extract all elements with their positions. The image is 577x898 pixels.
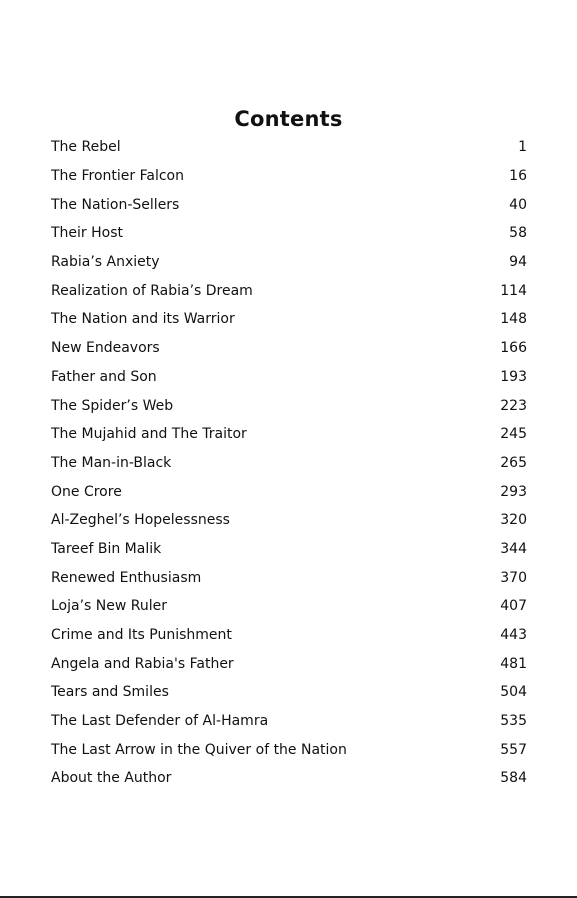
toc-entry-title: The Nation-Sellers <box>51 196 180 213</box>
toc-entry-title: Crime and Its Punishment <box>51 627 232 644</box>
toc-entry-page: 407 <box>500 598 527 615</box>
toc-entry-title: The Nation and its Warrior <box>51 311 235 328</box>
toc-entry-page: 443 <box>500 627 527 644</box>
toc-entry-page: 370 <box>500 569 527 586</box>
toc-entry-title: The Last Defender of Al-Hamra <box>51 713 269 730</box>
toc-entry <box>51 363 527 392</box>
toc-entry-page: 293 <box>500 483 527 500</box>
toc-entry-page: 58 <box>509 225 527 242</box>
toc-entry <box>51 678 527 707</box>
toc-entry-page: 584 <box>500 770 527 787</box>
toc-entry <box>51 391 527 420</box>
toc-entry-page: 114 <box>500 282 527 299</box>
toc-entry <box>51 506 527 535</box>
toc-entry <box>51 190 527 219</box>
toc-entry-title: Loja’s New Ruler <box>51 598 167 615</box>
toc-entry-title: About the Author <box>51 770 172 787</box>
toc-entry-title: The Man-in-Black <box>51 454 172 471</box>
toc-entry-title: Renewed Enthusiasm <box>51 569 202 586</box>
toc-entry <box>51 162 527 191</box>
toc-entry-page: 344 <box>500 540 527 557</box>
toc-entry <box>51 535 527 564</box>
toc-entry-page: 166 <box>500 340 527 357</box>
toc-entry-title: Al-Zeghel’s Hopelessness <box>51 512 230 529</box>
toc-entry <box>51 276 527 305</box>
toc-entry-title: Their Host <box>51 225 124 242</box>
toc-entry-title: One Crore <box>51 483 122 500</box>
toc-entry-title: The Frontier Falcon <box>51 168 184 185</box>
toc-entry-title: Realization of Rabia’s Dream <box>51 282 253 299</box>
toc-entry-page: 193 <box>500 368 527 385</box>
toc-entry-title: Tareef Bin Malik <box>51 540 162 557</box>
toc-entry <box>51 305 527 334</box>
toc-entry <box>51 592 527 621</box>
toc-entry-page: 535 <box>500 713 527 730</box>
toc-entry-title: Father and Son <box>51 368 157 385</box>
toc-entry-page: 481 <box>500 655 527 672</box>
toc-entry-page: 265 <box>500 454 527 471</box>
toc-entry-page: 94 <box>509 254 527 271</box>
toc-entry <box>51 219 527 248</box>
toc-entry-page: 16 <box>509 168 527 185</box>
toc-entry-title: Tears and Smiles <box>51 684 169 701</box>
toc-entry <box>51 621 527 650</box>
toc-entry <box>51 735 527 764</box>
toc-entry-title: The Spider’s Web <box>51 397 174 414</box>
toc-entry-page: 40 <box>509 196 527 213</box>
toc-entry <box>51 449 527 478</box>
table-of-contents <box>51 133 527 793</box>
toc-entry-title: New Endeavors <box>51 340 160 357</box>
toc-entry-page: 1 <box>518 139 527 156</box>
toc-entry-page: 148 <box>500 311 527 328</box>
toc-entry <box>51 248 527 277</box>
toc-entry-page: 245 <box>500 426 527 443</box>
toc-entry-page: 223 <box>500 397 527 414</box>
page-title: Contents <box>234 107 343 131</box>
toc-entry-title: Angela and Rabia's Father <box>51 655 234 672</box>
toc-entry <box>51 133 527 162</box>
toc-entry <box>51 420 527 449</box>
toc-entry <box>51 764 527 793</box>
toc-entry-page: 320 <box>500 512 527 529</box>
toc-entry <box>51 477 527 506</box>
toc-entry <box>51 649 527 678</box>
toc-entry <box>51 707 527 736</box>
toc-entry-title: The Last Arrow in the Quiver of the Nation <box>51 741 347 758</box>
toc-entry <box>51 334 527 363</box>
toc-entry-page: 557 <box>500 741 527 758</box>
toc-entry-page: 504 <box>500 684 527 701</box>
toc-entry <box>51 563 527 592</box>
toc-entry-title: Rabia’s Anxiety <box>51 254 160 271</box>
toc-entry-title: The Rebel <box>51 139 121 156</box>
toc-entry-title: The Mujahid and The Traitor <box>51 426 247 443</box>
